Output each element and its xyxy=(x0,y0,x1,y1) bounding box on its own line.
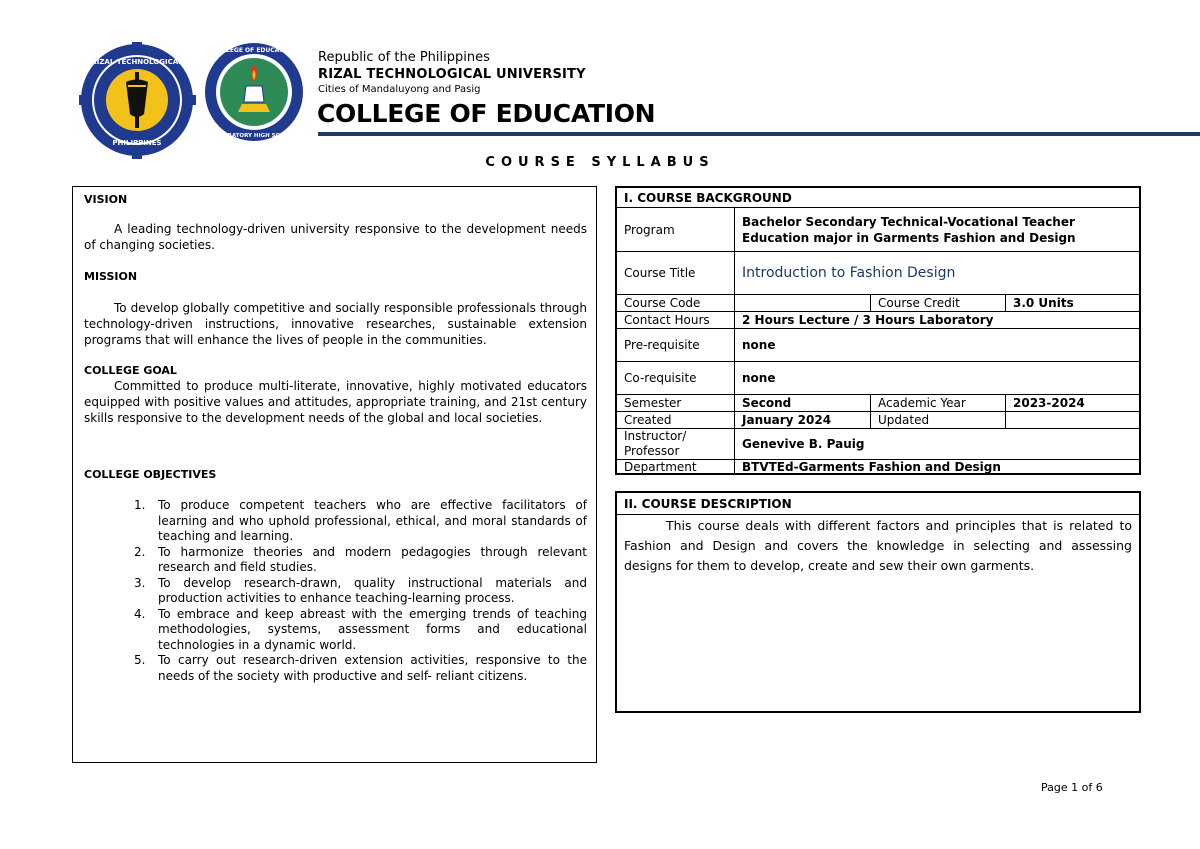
created-value: January 2024 xyxy=(734,412,870,428)
list-item-text: To develop research-drawn, quality instructional materials and production activities to enhance teaching-learning process. xyxy=(158,575,587,605)
svg-text:COLLEGE OF EDUCATION: COLLEGE OF EDUCATION xyxy=(212,47,296,54)
vision-text: A leading technology-driven university responsive to the development needs of changing societies. xyxy=(84,222,587,252)
course-credit-value: 3.0 Units xyxy=(1005,295,1139,311)
course-title-label: Course Title xyxy=(624,266,696,280)
created-label: Created xyxy=(624,413,672,427)
list-item-text: To harmonize theories and modern pedagogies through relevant research and field studies. xyxy=(158,544,587,574)
program-value: Bachelor Secondary Technical-Vocational Teacher Education major in Garments Fashion and Design xyxy=(734,208,1139,251)
mission-heading: MISSION xyxy=(84,270,138,283)
corequisite-value: none xyxy=(734,362,1139,394)
course-description-box xyxy=(615,491,1141,713)
list-item-text: To carry out research-driven extension activities, responsive to the needs of the society with productive and self- reliant citizens. xyxy=(158,653,587,683)
republic-text: Republic of the Philippines xyxy=(318,50,490,65)
objectives-list xyxy=(134,498,587,684)
table-row xyxy=(617,361,1139,394)
table-row xyxy=(617,428,1139,459)
list-item xyxy=(134,498,587,545)
table-row xyxy=(617,328,1139,361)
table-row xyxy=(617,459,1139,473)
updated-value xyxy=(1005,412,1139,428)
corequisite-label: Co-requisite xyxy=(624,371,697,385)
list-item-number: 2. xyxy=(134,544,146,559)
rtu-seal-logo xyxy=(76,42,199,159)
academic-year-label: Academic Year xyxy=(870,395,1005,411)
list-item xyxy=(134,607,587,654)
document-title: COURSE SYLLABUS xyxy=(485,155,715,170)
course-code-label: Course Code xyxy=(624,296,701,310)
list-item-number: 1. xyxy=(134,498,146,512)
header-rule xyxy=(318,132,1200,136)
prerequisite-value: none xyxy=(734,329,1139,361)
list-item xyxy=(134,545,587,576)
mission-text: To develop globally competitive and socially responsible professionals through technology-driven instructions, innovative researches, sustainable extension programs that will enhance the lives of people in the communities. xyxy=(84,301,587,347)
department-value: BTVTEd-Garments Fashion and Design xyxy=(734,460,1139,473)
contact-hours-value: 2 Hours Lecture / 3 Hours Laboratory xyxy=(734,312,1139,328)
list-item-text: To produce competent teachers who are effective facilitators of learning and who uphold professional, ethical, and moral standards of teaching and learning. xyxy=(158,498,587,543)
table-row xyxy=(617,394,1139,411)
course-background-heading: I. COURSE BACKGROUND xyxy=(624,190,792,205)
course-background-table xyxy=(615,186,1141,475)
list-item-number: 3. xyxy=(134,575,146,590)
list-item xyxy=(134,653,587,684)
course-description-text: This course deals with different factors and principles that is related to Fashion and Design and covers the knowledge in selecting and assessing designs for them to develop, create and sew their own garments. xyxy=(624,518,1132,573)
table-row xyxy=(617,207,1139,251)
table-row xyxy=(617,251,1139,294)
list-item-text: To embrace and keep abreast with the emerging trends of teaching methodologies, systems, assessment forms and educational technologies in a dynamic world. xyxy=(158,606,587,652)
vision-heading: VISION xyxy=(84,193,128,206)
department-label: Department xyxy=(624,459,697,474)
course-title-value: Introduction to Fashion Design xyxy=(734,252,1139,294)
table-row xyxy=(617,294,1139,311)
instructor-label: Instructor/ Professor xyxy=(624,429,687,458)
updated-label: Updated xyxy=(870,412,1005,428)
list-item-number: 5. xyxy=(134,653,146,667)
table-row xyxy=(617,411,1139,428)
university-name: RIZAL TECHNOLOGICAL UNIVERSITY xyxy=(318,67,586,82)
college-goal-text: Committed to produce multi-literate, innovative, highly motivated educators equipped with positive values and attitudes, appropriate training, and 21st century skills responsive to the development needs of the global and local societies. xyxy=(84,379,587,425)
program-label: Program xyxy=(624,222,675,237)
university-location: Cities of Mandaluyong and Pasig xyxy=(318,84,481,95)
page-number: Page 1 of 6 xyxy=(1041,781,1103,794)
college-of-education-seal-logo xyxy=(204,42,304,142)
instructor-value: Genevive B. Pauig xyxy=(734,429,1139,459)
prerequisite-label: Pre-requisite xyxy=(624,338,700,352)
svg-text:RIZAL TECHNOLOGICAL: RIZAL TECHNOLOGICAL xyxy=(91,58,183,66)
svg-text:PHILIPPINES: PHILIPPINES xyxy=(112,139,162,147)
course-code-value xyxy=(734,295,870,311)
course-credit-label: Course Credit xyxy=(870,295,1005,311)
college-objectives-heading: COLLEGE OBJECTIVES xyxy=(84,468,217,481)
semester-value: Second xyxy=(734,395,870,411)
college-goal-heading: COLLEGE GOAL xyxy=(84,364,177,377)
academic-year-value: 2023-2024 xyxy=(1005,395,1139,411)
list-item-number: 4. xyxy=(134,606,146,621)
table-row xyxy=(617,311,1139,328)
course-description-heading: II. COURSE DESCRIPTION xyxy=(617,493,1139,515)
table-heading-row xyxy=(617,188,1139,207)
list-item xyxy=(134,576,587,607)
college-title: COLLEGE OF EDUCATION xyxy=(317,99,656,128)
svg-text:LABORATORY HIGH SCHOOL: LABORATORY HIGH SCHOOL xyxy=(210,133,298,139)
contact-hours-label: Contact Hours xyxy=(624,313,710,327)
semester-label: Semester xyxy=(624,396,682,410)
